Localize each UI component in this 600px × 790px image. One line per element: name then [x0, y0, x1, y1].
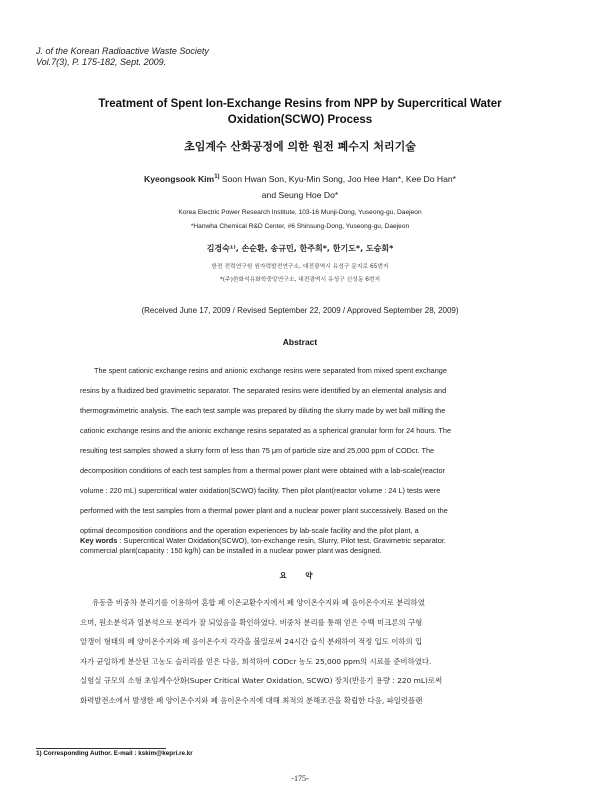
co-authors: Soon Hwan Son, Kyu-Min Song, Joo Hee Han*, Kee Do Han*	[221, 173, 456, 184]
affiliation-ko-2: *(주)한화석유화학중앙연구소, 대전광역시 유성구 신성동 6번지	[219, 277, 381, 283]
keywords	[80, 535, 520, 547]
title-line-2: Oxidation(SCWO) Process	[227, 114, 373, 126]
abstract-line: performed with the test samples from a thermal power plant and a nuclear power plant successively. Based on the	[80, 506, 448, 515]
keywords-text: : Supercritical Water Oxidation(SCWO), Ion-exchange resin, Slurry, Pilot test, Gravimetric separator.	[117, 536, 446, 545]
keywords-label: Key words	[80, 536, 118, 545]
authors-line-1	[60, 169, 540, 187]
journal-volume: Vol.7(3), P. 175-182, Sept. 2009.	[36, 57, 167, 67]
korean-summary-heading: 요 약	[279, 571, 321, 580]
authors-english	[60, 169, 540, 203]
received-dates: (Received June 17, 2009 / Revised September 22, 2009 / Approved September 28, 2009)	[141, 306, 459, 315]
authors-korean: 김경숙¹⁾, 손순환, 송규민, 한주희*, 한기도*, 도승회*	[206, 244, 394, 253]
journal-citation	[36, 46, 209, 68]
lead-author: Kyeongsook Kim	[143, 173, 215, 184]
corresponding-author-footnote: 1) Corresponding Author. E-mail : kskim@kepri.re.kr	[36, 750, 193, 757]
affiliations-english	[60, 206, 540, 234]
abstract-line: cationic exchange resins and the anionic exchange resins separated as a spherical granular form for 24 hours. The	[80, 426, 452, 435]
authors-line-2: and Seung Hoe Do*	[261, 189, 339, 200]
lead-author-mark: 1)	[214, 174, 220, 180]
abstract-line: resins by a fluidized bed gravimetric separator. The separated resins were identified by an elemental analysis and	[80, 386, 447, 395]
summary-line: 으며, 원소분석과 열분석으로 분리가 잘 되었음을 확인하였다. 비중차 분리를 통해 얻은 수백 미크론의 구형	[80, 617, 423, 627]
abstract-line: thermogravimetric analysis. The each test sample was prepared by diluting the slurry made by wet ball milling the	[80, 406, 446, 415]
summary-line: 유동층 비중차 분리기를 이용하여 혼합 폐 이온교환수지에서 폐 양이온수지와 폐 음이온수지로 분리하였	[92, 598, 425, 607]
paper-title-english	[80, 96, 520, 128]
abstract-heading: Abstract	[282, 337, 318, 347]
affiliations-korean	[60, 261, 540, 287]
abstract-line: The spent cationic exchange resins and anionic exchange resins were separated from mixed spent exchange	[94, 366, 447, 375]
abstract-line: volume : 220 mL) supercritical water oxidation(SCWO) facility. Then pilot plant(reactor volume : 24 L) tests were	[80, 486, 441, 495]
summary-line: 자가 균일하게 분산된 고농도 슬러리를 얻은 다음, 희석하여 CODcr 농도 25,000 ppm의 시료를 준비하였다.	[80, 656, 432, 666]
page-number: -175-	[291, 774, 309, 783]
abstract-line: resulting test samples showed a slurry form of less than 75 μm of particle size and 25,000 ppm of CODcr. The	[80, 446, 435, 455]
affiliation-ko-1: 한전 전력연구원 원자력발전연구소, 대전광역시 유성구 문지로 65번지	[211, 264, 389, 270]
abstract-line: commercial plant(capacity : 150 kg/h) can be installed in a nuclear power plant was designed.	[80, 546, 382, 555]
summary-line: 알갱이 형태의 폐 양이온수지와 폐 음이온수지 각각을 볼밀로써 24시간 습식 분쇄하여 적정 입도 이하의 입	[80, 637, 423, 646]
affiliation-kepri: Korea Electric Power Research Institute, 103-16 Munji-Dong, Yuseong-gu, Daejeon	[178, 209, 422, 216]
summary-line: 화력발전소에서 발생한 폐 양이온수지와 폐 음이온수지에 대해 최적의 분해조건을 확립한 다음, 파일럿플랜	[80, 695, 423, 705]
summary-line: 실험실 규모의 소형 초임계수산화(Super Critical Water Oxidation, SCWO) 장치(반응기 용량 : 220 mL)로써	[80, 676, 443, 685]
abstract-body	[80, 361, 510, 561]
journal-name: J. of the Korean Radioactive Waste Society	[36, 46, 209, 56]
title-line-1: Treatment of Spent Ion-Exchange Resins from NPP by Supercritical Water	[98, 98, 502, 110]
affiliation-hanwha: *Hanwha Chemical R&D Center, #6 Shinsung-Dong, Yuseong-gu, Daejeon	[190, 223, 410, 230]
paper-title-korean: 초임계수 산화공정에 의한 원전 폐수지 처리기술	[184, 140, 416, 153]
abstract-line: decomposition conditions of each test samples from a thermal power plant were obtained with a lab-scale(reactor	[80, 466, 446, 475]
abstract-line: optimal decomposition conditions and the operation experiences by lab-scale facility and the pilot plant, a	[80, 526, 419, 535]
korean-summary-body	[80, 593, 520, 710]
